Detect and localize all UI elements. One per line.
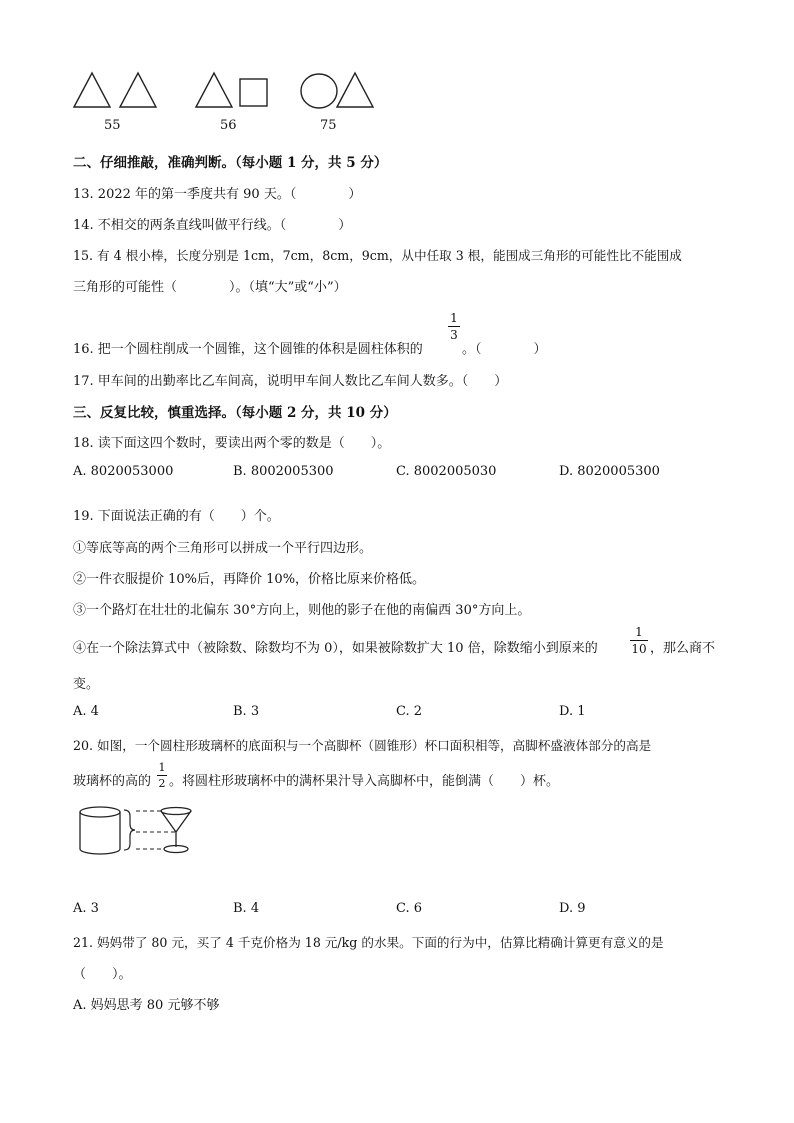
question-16-end: 。（ ）	[462, 342, 547, 357]
shape-group-label: 56	[220, 118, 237, 133]
question-13: 13. 2022 年的第一季度共有 90 天。（ ）	[73, 187, 362, 202]
fraction-one-third: 1 3	[448, 312, 460, 341]
option-d: D. 8020005300	[559, 464, 660, 479]
option-b: B. 3	[233, 704, 260, 719]
question-21-cont: （ ）。	[73, 967, 132, 982]
option-d: D. 1	[559, 704, 586, 719]
statement-4-end: ，那么商不	[650, 641, 716, 656]
question-17: 17. 甲车间的出勤率比乙车间高，说明甲车间人数比乙车间人数多。（ ）	[73, 374, 508, 389]
question-20-cont: 玻璃杯的高的	[73, 774, 152, 789]
question-20: 20. 如图，一个圆柱形玻璃杯的底面积与一个高脚杯（圆锥形）杯口面积相等，高脚杯盛液体部分的高是	[73, 738, 652, 753]
question-16: 16. 把一个圆柱削成一个圆锥，这个圆锥的体积是圆柱体积的	[73, 342, 423, 357]
statement-2: ②一件衣服提价 10%后，再降价 10%，价格比原来价格低。	[73, 572, 426, 587]
fraction-one-half: 1 2	[158, 761, 166, 790]
section-heading: 二、仔细推敲，准确判断。（每小题 1 分，共 5 分）	[73, 155, 388, 171]
shape-group-label: 55	[104, 118, 121, 133]
statement-3: ③一个路灯在壮壮的北偏东 30°方向上，则他的影子在他的南偏西 30°方向上。	[73, 603, 531, 618]
option-a: A. 4	[73, 704, 99, 719]
statement-4-cont: 变。	[73, 677, 100, 692]
shape-group-label: 75	[320, 118, 337, 133]
question-15-cont: 三角形的可能性（ ）。（填“大”或“小”）	[73, 280, 347, 295]
section-heading: 三、反复比较，慎重选择。（每小题 2 分，共 10 分）	[73, 405, 397, 421]
option-a: A. 3	[73, 901, 99, 916]
fraction-one-tenth: 1 10	[631, 625, 647, 656]
option-a: A. 8020053000	[73, 464, 174, 479]
option-c: C. 6	[396, 901, 423, 916]
question-14: 14. 不相交的两条直线叫做平行线。（ ）	[73, 218, 352, 233]
question-20-cont-end: 。将圆柱形玻璃杯中的满杯果汁导入高脚杯中，能倒满（ ）杯。	[169, 774, 560, 789]
statement-1: ①等底等高的两个三角形可以拼成一个平行四边形。	[73, 541, 373, 556]
option-d: D. 9	[559, 901, 586, 916]
question-21: 21. 妈妈带了 80 元，买了 4 千克价格为 18 元/kg 的水果。下面的行为中，估算比精确计算更有意义的是	[73, 935, 664, 950]
option-b: B. 8002005300	[233, 464, 334, 479]
option-c: C. 8002005030	[396, 464, 497, 479]
question-15: 15. 有 4 根小棒，长度分别是 1cm，7cm，8cm，9cm，从中任取 3 根，能围成三角形的可能性比不能围成	[73, 248, 682, 263]
question-18: 18. 读下面这四个数时，要读出两个零的数是（ ）。	[73, 436, 391, 451]
question-19: 19. 下面说法正确的有（ ）个。	[73, 509, 280, 524]
option-c: C. 2	[396, 704, 423, 719]
option-a: A. 妈妈思考 80 元够不够	[73, 998, 220, 1013]
statement-4: ④在一个除法算式中（被除数、除数均不为 0），如果被除数扩大 10 倍，除数缩小到原来的	[73, 641, 598, 656]
option-b: B. 4	[233, 901, 260, 916]
